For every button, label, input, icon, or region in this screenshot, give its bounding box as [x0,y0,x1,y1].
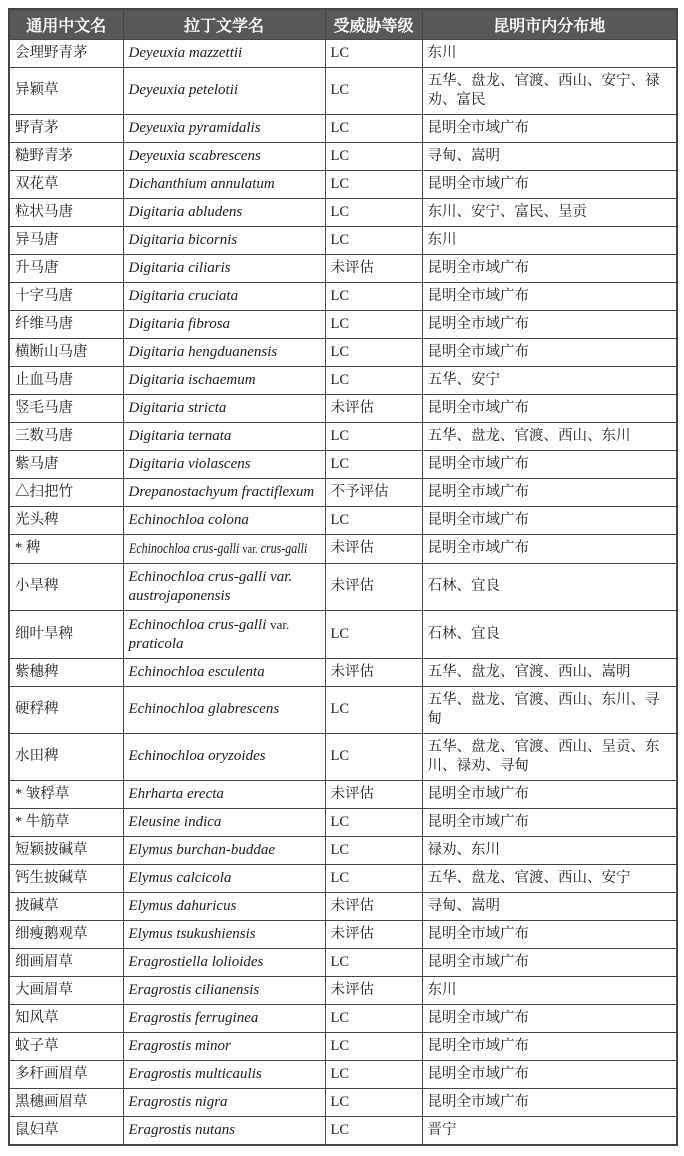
table-row [9,534,677,563]
cell-latin-name [123,39,325,67]
latin-name-text: Dichanthium annulatum [128,175,275,192]
cell-distribution: 五华、盘龙、官渡、西山、呈贡、东川、禄劝、寻甸 [422,733,677,780]
cell-distribution: 昆明全市域广布 [422,1032,677,1060]
cell-distribution: 昆明全市域广布 [422,338,677,366]
cell-threat-level: LC [325,142,422,170]
table-row [9,478,677,506]
cell-common-name: 硬稃稗 [9,686,123,733]
latin-name-text: Ehrharta erecta [128,785,224,802]
cell-threat-level: 未评估 [325,658,422,686]
cell-threat-level: LC [325,1004,422,1032]
cell-latin-name [123,226,325,254]
table-row [9,310,677,338]
table-row [9,686,677,733]
latin-name-text: Digitaria cruciata [128,287,239,304]
cell-common-name: 鼠妇草 [9,1116,123,1145]
table-row [9,254,677,282]
cell-common-name: 粒状马唐 [9,198,123,226]
cell-latin-name [123,1032,325,1060]
cell-threat-level: LC [325,686,422,733]
cell-threat-level: LC [325,836,422,864]
cell-distribution: 晋宁 [422,1116,677,1145]
cell-latin-name [123,686,325,733]
cell-common-name: 水田稗 [9,733,123,780]
latin-name-text: Elymus burchan-buddae [128,841,275,858]
cell-latin-name [123,422,325,450]
cell-threat-level: LC [325,338,422,366]
cell-threat-level: LC [325,808,422,836]
cell-threat-level: LC [325,733,422,780]
cell-distribution: 昆明全市域广布 [422,1088,677,1116]
cell-common-name: 短颖披碱草 [9,836,123,864]
cell-common-name: 细叶旱稗 [9,610,123,658]
column-header-distribution: 昆明市内分布地 [422,9,677,39]
cell-latin-name [123,338,325,366]
cell-common-name: 异颖草 [9,67,123,114]
cell-distribution: 五华、盘龙、官渡、西山、安宁、禄劝、富民 [422,67,677,114]
cell-threat-level: LC [325,170,422,198]
table-row [9,836,677,864]
cell-common-name: 异马唐 [9,226,123,254]
cell-distribution: 昆明全市域广布 [422,948,677,976]
latin-name-text: Digitaria abludens [128,203,243,220]
table-row [9,976,677,1004]
cell-latin-name [123,780,325,808]
table-row [9,780,677,808]
cell-latin-name [123,310,325,338]
cell-distribution: 五华、盘龙、官渡、西山、安宁 [422,864,677,892]
cell-threat-level: LC [325,610,422,658]
table-row [9,142,677,170]
latin-name-text: Digitaria ischaemum [128,371,256,388]
cell-common-name: 纤维马唐 [9,310,123,338]
cell-common-name: 蚊子草 [9,1032,123,1060]
latin-name-text: Elymus tsukushiensis [128,925,256,942]
latin-name-text: Eragrostis nigra [128,1093,228,1110]
cell-distribution: 寻甸、嵩明 [422,142,677,170]
cell-distribution: 禄劝、东川 [422,836,677,864]
cell-distribution: 五华、盘龙、官渡、西山、东川、寻甸 [422,686,677,733]
cell-distribution: 昆明全市域广布 [422,114,677,142]
cell-common-name: 止血马唐 [9,366,123,394]
cell-latin-name [123,1088,325,1116]
table-row [9,563,677,610]
latin-name-text: Echinochloa esculenta [128,663,265,680]
latin-name-text: Deyeuxia mazzettii [128,44,243,61]
cell-threat-level: 未评估 [325,534,422,563]
cell-threat-level: LC [325,226,422,254]
column-header-threat-level: 受威胁等级 [325,9,422,39]
cell-common-name: 十字马唐 [9,282,123,310]
table-row [9,170,677,198]
cell-threat-level: LC [325,67,422,114]
table-row [9,1004,677,1032]
table-row [9,450,677,478]
cell-common-name: 光头稗 [9,506,123,534]
cell-latin-name [123,563,325,610]
cell-latin-name [123,534,325,563]
cell-threat-level: LC [325,366,422,394]
table-row [9,1060,677,1088]
cell-common-name: * 牛筋草 [9,808,123,836]
cell-common-name: 野青茅 [9,114,123,142]
cell-latin-name [123,808,325,836]
table-row [9,1088,677,1116]
cell-threat-level: LC [325,864,422,892]
cell-threat-level: LC [325,450,422,478]
cell-latin-name [123,450,325,478]
table-row [9,920,677,948]
cell-latin-name [123,142,325,170]
table-row [9,39,677,67]
cell-distribution: 昆明全市域广布 [422,282,677,310]
table-row [9,67,677,114]
latin-name-text: Deyeuxia petelotii [128,82,239,98]
cell-latin-name [123,1060,325,1088]
cell-latin-name [123,658,325,686]
table-row [9,733,677,780]
cell-latin-name [123,1116,325,1145]
cell-distribution: 东川 [422,226,677,254]
cell-distribution: 昆明全市域广布 [422,920,677,948]
table-row [9,1116,677,1145]
table-row [9,808,677,836]
cell-latin-name [123,920,325,948]
cell-threat-level: LC [325,506,422,534]
cell-threat-level: LC [325,39,422,67]
cell-common-name: 细瘦鹅观草 [9,920,123,948]
cell-latin-name [123,394,325,422]
cell-latin-name [123,1004,325,1032]
cell-distribution: 石林、宜良 [422,610,677,658]
species-table [8,8,678,1146]
cell-threat-level: 未评估 [325,394,422,422]
cell-latin-name [123,733,325,780]
cell-distribution: 东川 [422,39,677,67]
cell-threat-level: 未评估 [325,976,422,1004]
cell-distribution: 昆明全市域广布 [422,170,677,198]
cell-distribution: 昆明全市域广布 [422,394,677,422]
latin-name-text: Elymus dahuricus [128,897,237,914]
latin-name-text: Eragrostiella lolioides [128,953,264,970]
cell-common-name: 糙野青茅 [9,142,123,170]
cell-threat-level: 未评估 [325,563,422,610]
cell-threat-level: LC [325,1088,422,1116]
cell-common-name: 双花草 [9,170,123,198]
table-row [9,422,677,450]
cell-distribution: 石林、宜良 [422,563,677,610]
latin-name-text: Echinochloa glabrescens [128,701,280,717]
cell-latin-name [123,170,325,198]
latin-name-text: Eleusine indica [128,813,222,830]
table-row [9,506,677,534]
cell-latin-name [123,506,325,534]
cell-threat-level: LC [325,310,422,338]
cell-common-name: * 皱稃草 [9,780,123,808]
cell-common-name: 钙生披碱草 [9,864,123,892]
cell-threat-level: 未评估 [325,892,422,920]
cell-distribution: 东川 [422,976,677,1004]
cell-distribution: 五华、盘龙、官渡、西山、东川 [422,422,677,450]
latin-name-text: Eragrostis ferruginea [128,1009,259,1026]
cell-distribution: 昆明全市域广布 [422,1060,677,1088]
cell-common-name: 知风草 [9,1004,123,1032]
cell-latin-name [123,282,325,310]
cell-common-name: 多秆画眉草 [9,1060,123,1088]
cell-distribution: 昆明全市域广布 [422,478,677,506]
cell-distribution: 昆明全市域广布 [422,310,677,338]
cell-threat-level: LC [325,1032,422,1060]
cell-common-name: 披碱草 [9,892,123,920]
column-header-common-name: 通用中文名 [9,9,123,39]
latin-name-text: Digitaria ciliaris [128,259,231,276]
table-row [9,198,677,226]
latin-name-text: Digitaria fibrosa [128,315,231,332]
latin-name-text: Digitaria bicornis [128,231,238,248]
table-body [9,39,677,1145]
cell-distribution: 昆明全市域广布 [422,506,677,534]
latin-name-text: Eragrostis nutans [128,1121,236,1138]
cell-threat-level: LC [325,422,422,450]
cell-latin-name [123,948,325,976]
latin-name-text: Drepanostachyum fractiflexum [128,483,315,500]
cell-latin-name [123,864,325,892]
cell-common-name: * 稗 [9,534,123,563]
cell-distribution: 昆明全市域广布 [422,254,677,282]
latin-name-text: Eragrostis multicaulis [128,1065,262,1082]
cell-common-name: 会理野青茅 [9,39,123,67]
cell-distribution: 东川、安宁、富民、呈贡 [422,198,677,226]
latin-name-text: Elymus calcicola [128,869,232,886]
cell-threat-level: 未评估 [325,254,422,282]
cell-distribution: 昆明全市域广布 [422,1004,677,1032]
cell-common-name: 大画眉草 [9,976,123,1004]
latin-name-text: Echinochloa crus-galli var. praticola [128,616,290,652]
cell-distribution: 昆明全市域广布 [422,450,677,478]
cell-distribution: 五华、盘龙、官渡、西山、嵩明 [422,658,677,686]
cell-threat-level: LC [325,114,422,142]
cell-latin-name [123,198,325,226]
cell-common-name: 升马唐 [9,254,123,282]
cell-threat-level: LC [325,1060,422,1088]
cell-threat-level: 未评估 [325,780,422,808]
latin-name-text: Eragrostis minor [128,1037,231,1054]
cell-latin-name [123,67,325,114]
latin-name-text: Digitaria ternata [128,427,232,444]
table-row [9,226,677,254]
cell-latin-name [123,254,325,282]
latin-name-text: Echinochloa oryzoides [128,748,266,764]
cell-distribution: 昆明全市域广布 [422,780,677,808]
cell-latin-name [123,366,325,394]
latin-name-text: Echinochloa crus-galli var. crus-galli [128,540,307,557]
cell-common-name: 细画眉草 [9,948,123,976]
table-row [9,658,677,686]
cell-common-name: 黑穗画眉草 [9,1088,123,1116]
cell-threat-level: LC [325,1116,422,1145]
table-row [9,1032,677,1060]
cell-threat-level: 不予评估 [325,478,422,506]
cell-distribution: 昆明全市域广布 [422,808,677,836]
cell-latin-name [123,610,325,658]
cell-common-name: 小旱稗 [9,563,123,610]
latin-name-text: Digitaria stricta [128,399,227,416]
cell-latin-name [123,976,325,1004]
table-row [9,394,677,422]
cell-latin-name [123,892,325,920]
table-row [9,338,677,366]
latin-name-text: Deyeuxia scabrescens [128,147,261,164]
column-header-latin-name: 拉丁文学名 [123,9,325,39]
cell-threat-level: 未评估 [325,920,422,948]
table-row [9,948,677,976]
cell-common-name: △扫把竹 [9,478,123,506]
cell-common-name: 横断山马唐 [9,338,123,366]
latin-name-text: Echinochloa colona [128,511,249,528]
table-row [9,366,677,394]
latin-name-text: Eragrostis cilianensis [128,981,260,998]
latin-name-text: Digitaria hengduanensis [128,343,278,360]
cell-distribution: 五华、安宁 [422,366,677,394]
latin-name-text: Deyeuxia pyramidalis [128,119,261,136]
latin-name-text: Echinochloa crus-galli var. austrojaponensis [128,568,293,604]
cell-common-name: 竖毛马唐 [9,394,123,422]
header-row [9,9,677,39]
cell-common-name: 紫穗稗 [9,658,123,686]
table-row [9,892,677,920]
cell-distribution: 昆明全市域广布 [422,534,677,563]
latin-name-text: Digitaria violascens [128,455,251,472]
cell-latin-name [123,836,325,864]
table-row [9,114,677,142]
cell-threat-level: LC [325,282,422,310]
cell-threat-level: LC [325,198,422,226]
table-row [9,610,677,658]
cell-distribution: 寻甸、嵩明 [422,892,677,920]
table-row [9,282,677,310]
cell-latin-name [123,114,325,142]
cell-common-name: 紫马唐 [9,450,123,478]
cell-common-name: 三数马唐 [9,422,123,450]
table-row [9,864,677,892]
cell-threat-level: LC [325,948,422,976]
cell-latin-name [123,478,325,506]
